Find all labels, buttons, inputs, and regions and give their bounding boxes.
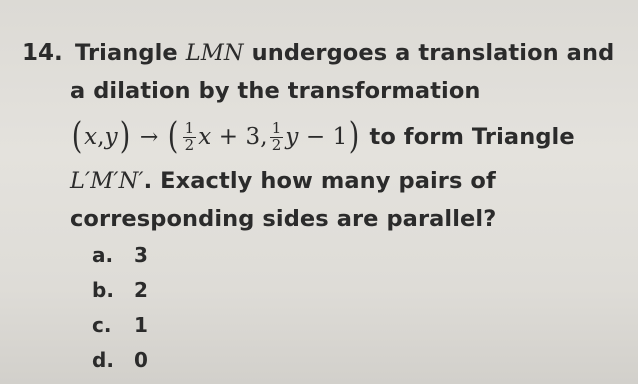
question-line-5: corresponding sides are parallel? [70, 206, 497, 232]
fraction-one-half-x [183, 118, 197, 154]
answer-choice-c[interactable] [92, 313, 148, 337]
choice-letter: d. [92, 348, 114, 372]
line3-rest: to form Triangle [361, 124, 575, 150]
fraction-denominator: 2 [271, 135, 282, 154]
fraction-one-half-y [270, 118, 284, 154]
rhs-y: y [285, 124, 299, 150]
rhs-x: x [198, 124, 212, 150]
answer-choice-b[interactable] [92, 278, 148, 302]
choice-value: 2 [134, 278, 148, 302]
question-line-3 [70, 115, 575, 159]
question-line-1 [75, 40, 614, 66]
answer-choice-a[interactable] [92, 243, 148, 267]
choice-letter: c. [92, 313, 112, 337]
lhs-open-paren: ( [71, 116, 83, 157]
answer-choice-d[interactable] [92, 348, 148, 372]
choice-letter: b. [92, 278, 114, 302]
rhs-minus-one: − 1 [298, 124, 348, 150]
question-line-2: a dilation by the transformation [70, 78, 481, 104]
line4-rest: . Exactly how many pairs of [143, 168, 496, 194]
fraction-denominator: 2 [184, 135, 195, 154]
fraction-numerator: 1 [271, 118, 282, 137]
triangle-lmn: LMN [185, 40, 244, 66]
lhs-y: y [104, 124, 118, 150]
lhs-x: x [84, 124, 98, 150]
bleed-through-top [0, 0, 638, 24]
question-number: 14. [22, 40, 63, 66]
transformation-rule [70, 116, 362, 157]
lhs-close-paren: ) [119, 116, 131, 157]
question-line-4 [70, 168, 496, 194]
lhs-comma: , [97, 124, 105, 150]
line1-text: Triangle [75, 40, 186, 66]
choice-letter: a. [92, 243, 114, 267]
fraction-numerator: 1 [184, 118, 195, 137]
choice-value: 0 [134, 348, 148, 372]
choice-value: 1 [134, 313, 148, 337]
choice-value: 3 [134, 243, 148, 267]
maps-to-arrow: → [139, 124, 159, 150]
rhs-close-paren: ) [349, 116, 360, 157]
line1-rest: undergoes a translation and [243, 40, 615, 66]
rhs-plus-three: + 3, [211, 124, 268, 150]
triangle-lmn-prime: L′M′N′ [70, 168, 144, 194]
rhs-open-paren: ( [168, 116, 179, 157]
